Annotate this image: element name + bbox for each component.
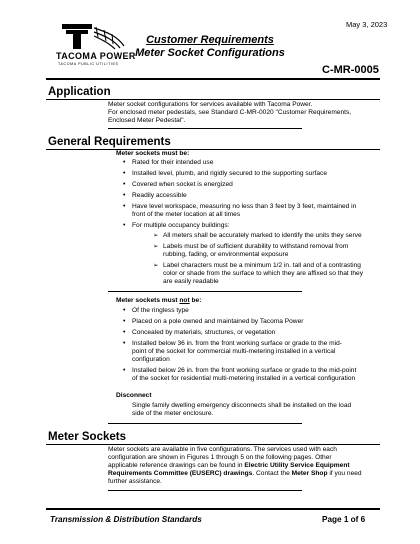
general-requirements-heading: General Requirements	[48, 136, 171, 148]
section-rule	[46, 99, 380, 100]
list-item: • Readily accessible	[123, 192, 187, 199]
meter-sockets-text-5: further assistance.	[108, 478, 162, 485]
footer-standards-title: Transmission & Distribution Standards	[50, 515, 202, 524]
section-end-rule	[108, 490, 302, 491]
list-item-continued: configuration	[132, 356, 170, 363]
meter-sockets-text-2: configuration are shown in Figures 1 through 5 on the following pages. Other	[108, 454, 332, 461]
list-item-continued: point of the socket for commercial multi-metering installed in a vertical	[132, 348, 336, 355]
meter-sockets-heading: Meter Sockets	[48, 431, 126, 443]
list-item: • Installed level, plumb, and rigidly secured to the supporting surface	[123, 170, 327, 177]
euserc-drawings-link[interactable]: Requirements Committee (EUSERC) drawings	[108, 470, 253, 477]
must-be-label: Meter sockets must be:	[116, 150, 190, 157]
header-divider	[46, 78, 380, 80]
list-item: • Covered when socket is energized	[123, 181, 233, 188]
logo-subtitle: TACOMA PUBLIC UTILITIES	[58, 62, 119, 66]
document-subtitle: Meter Socket Configurations	[135, 47, 285, 59]
sub-list-item: ➢ Labels must be of sufficient durability to withstand removal from	[153, 243, 349, 250]
section-end-rule	[108, 128, 302, 129]
disconnect-text-2: side of the meter enclosure.	[132, 410, 214, 417]
disconnect-text-1: Single family dwelling emergency disconnects shall be installed on the load	[132, 402, 352, 409]
section-end-rule	[108, 423, 302, 424]
page-number: Page 1 of 6	[322, 515, 366, 524]
list-item: • Placed on a pole owned and maintained by Tacoma Power	[123, 318, 304, 325]
document-title: Customer Requirements	[146, 34, 274, 46]
logo-wordmark: TACOMA POWER	[56, 51, 136, 61]
section-rule	[46, 149, 380, 150]
list-item: • Rated for their intended use	[123, 159, 214, 166]
application-text-2: For enclosed meter pedestals, see Standard C-MR-0020 "Customer Requirements,	[108, 109, 352, 116]
list-item: • Concealed by materials, structures, or vegetation	[123, 329, 276, 336]
application-text-1: Meter socket configurations for services available with Tacoma Power.	[108, 101, 313, 108]
sub-list-item-continued: are easily readable	[163, 278, 219, 285]
document-date: May 3, 2023	[346, 20, 388, 29]
application-heading: Application	[48, 86, 111, 98]
list-item-continued: front of the meter location at all times	[132, 211, 241, 218]
footer-divider	[46, 508, 380, 510]
sub-list-item: ➢ Label characters must be a minimum 1/2 in. tall and of a contrasting	[153, 262, 361, 269]
meter-sockets-text-4: Requirements Committee (EUSERC) drawings. Contact the Meter Shop if you need	[108, 470, 362, 477]
list-item: • Installed below 36 in. from the front working surface or grade to the mid-	[123, 340, 343, 347]
document-id: C-MR-0005	[322, 64, 379, 76]
list-item: • For multiple occupancy buildings:	[123, 222, 230, 229]
sub-list-item-continued: color or shade from the surface to which they are affixed so that they	[163, 270, 363, 277]
euserc-link[interactable]: Electric Utility Service Equipment	[244, 462, 350, 469]
list-item-continued: of the socket for residential multi-metering installed in a vertical configuration	[132, 375, 356, 382]
section-end-rule	[108, 291, 302, 292]
list-item: • Installed below 26 in. from the front working surface or grade to the mid-point	[123, 367, 357, 374]
meter-shop-link[interactable]: Meter Shop	[291, 470, 328, 477]
list-item: • Have level workspace, measuring no less than 3 feet by 3 feet, maintained in	[123, 203, 357, 210]
sub-list-item-continued: rubbing, fading, or environmental exposure	[163, 251, 289, 258]
disconnect-label: Disconnect	[116, 392, 152, 399]
sub-list-item: ➢ All meters shall be accurately marked to identify the units they serve	[153, 232, 362, 239]
list-item: • Of the ringless type	[123, 307, 189, 314]
application-text-3: Enclosed Meter Pedestal".	[108, 117, 186, 124]
section-rule	[46, 444, 380, 445]
meter-sockets-text-3: applicable reference drawings can be found in Electric Utility Service Equipment	[108, 462, 350, 469]
meter-sockets-text-1: Meter sockets are available in five configurations. The services used with each	[108, 446, 337, 453]
must-not-label: Meter sockets must not be:	[116, 297, 202, 304]
